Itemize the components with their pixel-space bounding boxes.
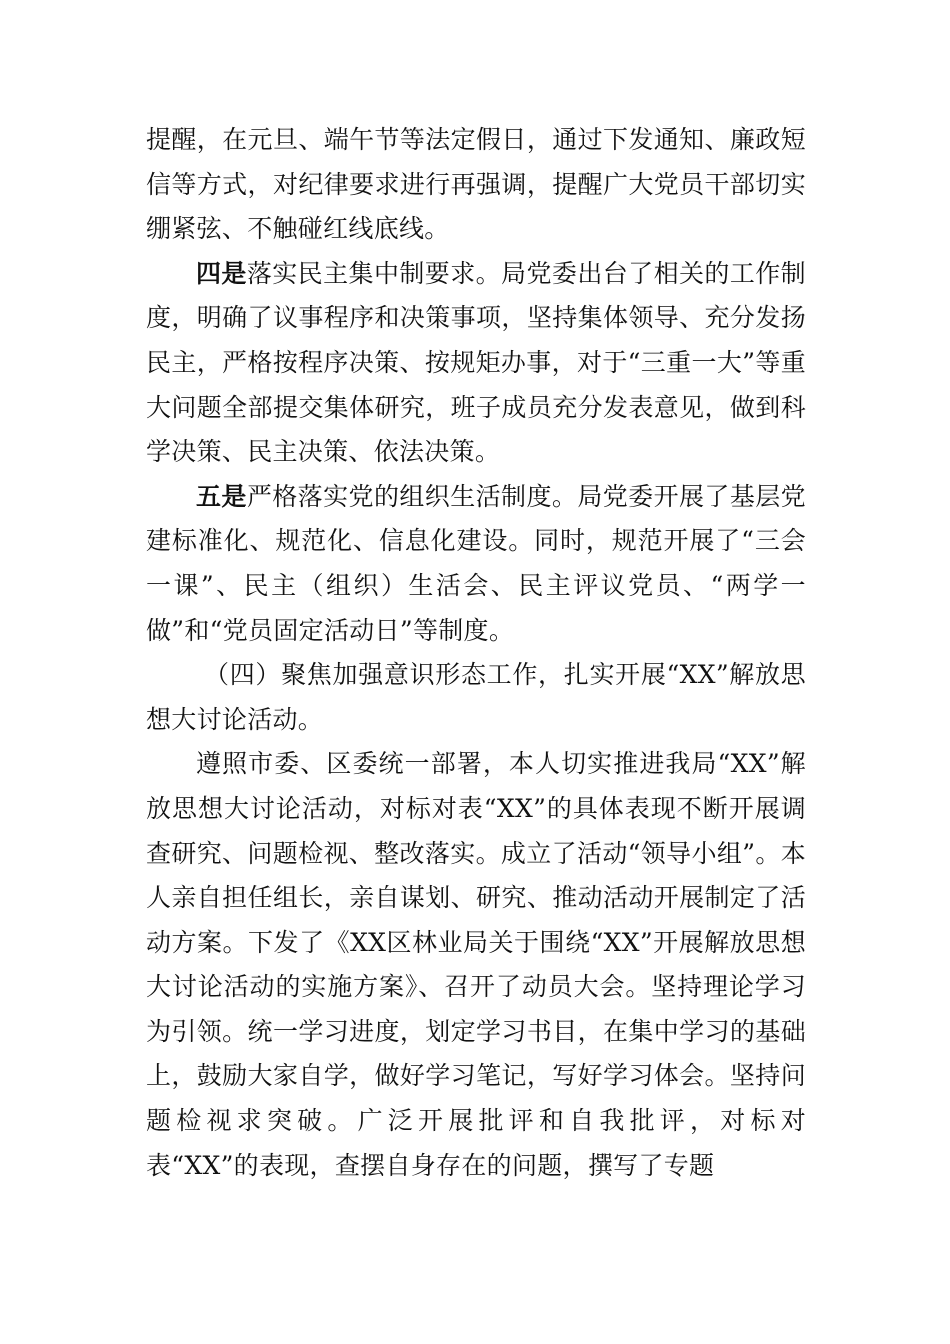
paragraph-1	[146, 118, 806, 252]
paragraph-2-text: 落实民主集中制要求。局党委出台了相关的工作制度，明确了议事程序和决策事项，坚持集体领导、充分发扬民主，严格按程序决策、按规矩办事，对于“三重一大”等重大问题全部提交集体研究，班子成员充分发表意见，做到科学决策、民主决策、依法决策。	[146, 258, 806, 467]
section-heading-text: （四）聚焦加强意识形态工作，扎实开展“XX”解放思想大讨论活动。	[146, 660, 806, 734]
paragraph-5	[146, 742, 806, 1188]
paragraph-2-lead: 四是	[196, 258, 247, 288]
paragraph-5-text: 遵照市委、区委统一部署，本人切实推进我局“XX”解放思想大讨论活动，对标对表“XX”的具体表现不断开展调查研究、问题检视、整改落实。成立了活动“领导小组”。本人亲自担任组长，亲自谋划、研究、推动活动开展制定了活动方案。下发了《XX区林业局关于围绕“XX”开展解放思想大讨论活动的实施方案》、召开了动员大会。坚持理论学习为引领。统一学习进度，划定学习书目，在集中学习的基础上，鼓励大家自学，做好学习笔记，写好学习体会。坚持问题检视求突破。广泛开展批评和自我批评，对标对表“XX”的表现，查摆自身存在的问题，撰写了专题	[146, 749, 806, 1180]
paragraph-1-text: 提醒，在元旦、端午节等法定假日，通过下发通知、廉政短信等方式，对纪律要求进行再强调，提醒广大党员干部切实绷紧弦、不触碰红线底线。	[146, 125, 806, 244]
paragraph-3	[146, 475, 806, 653]
section-heading	[146, 653, 806, 742]
document-page	[146, 118, 806, 1188]
paragraph-2	[146, 252, 806, 475]
paragraph-3-text: 严格落实党的组织生活制度。局党委开展了基层党建标准化、规范化、信息化建设。同时，规范开展了“三会一课”、民主（组织）生活会、民主评议党员、“两学一做”和“党员固定活动日”等制度。	[146, 481, 806, 645]
paragraph-3-lead: 五是	[196, 481, 247, 511]
